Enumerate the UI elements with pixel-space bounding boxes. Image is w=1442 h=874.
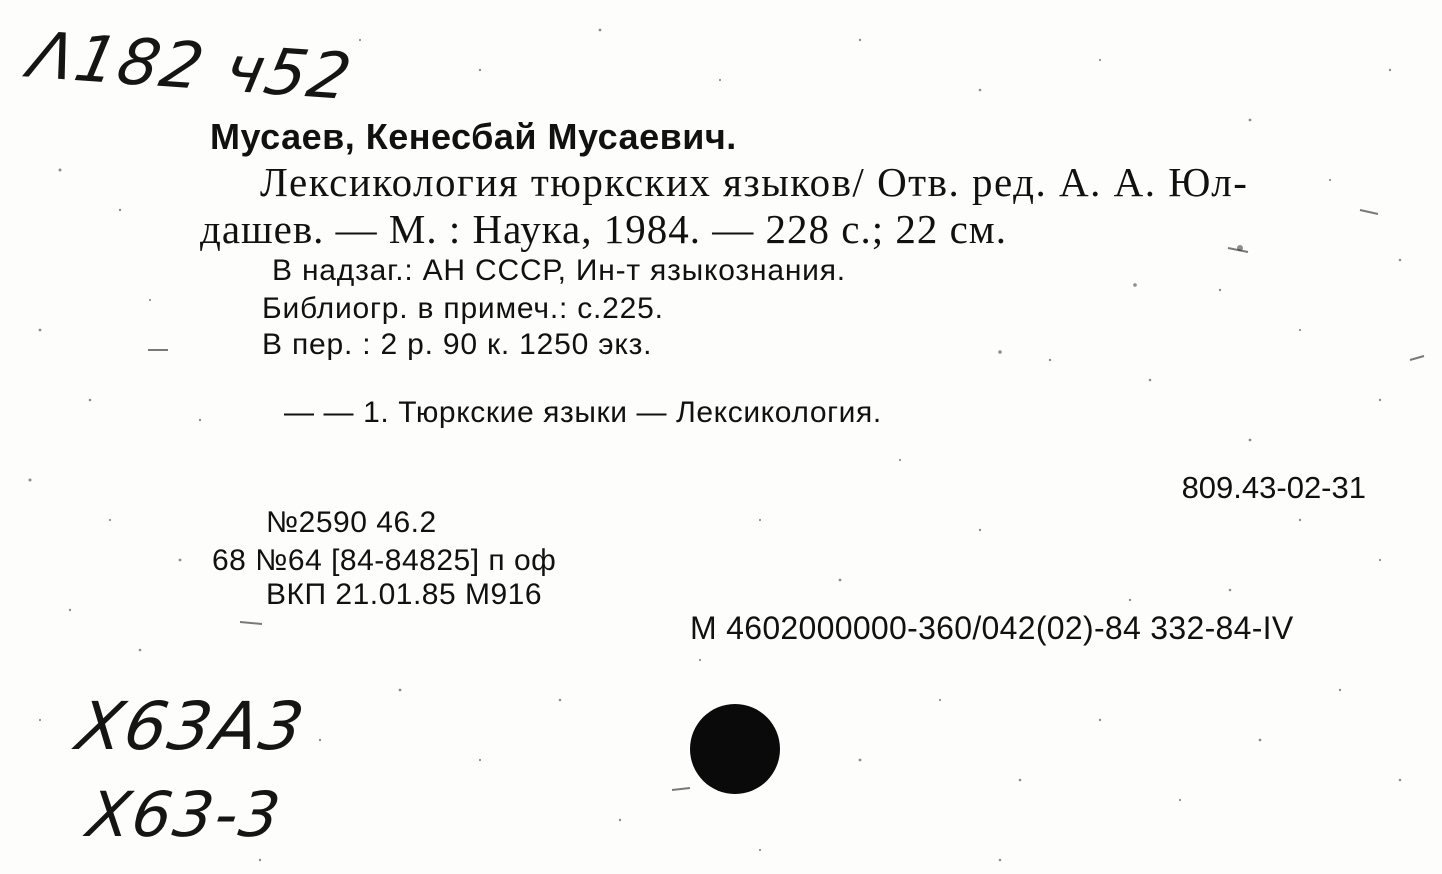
card-code-line-2: 68 №64 [84-84825] п оф <box>212 544 557 577</box>
subject-heading: — — 1. Тюркские языки — Лексикология. <box>284 396 882 429</box>
card-code-line-1: №2590 46.2 <box>266 506 437 539</box>
note-header: В надзаг.: АН СССР, Ин-т языкознания. <box>272 254 846 287</box>
publisher-code: М 4602000000-360/042(02)-84 332-84-IV <box>690 610 1294 646</box>
card-code-line-3: ВКП 21.01.85 М916 <box>266 578 543 611</box>
author-heading: Мусаев, Кенесбай Мусаевич. <box>210 116 737 157</box>
handwritten-shelfmark: Λ182 ч52 <box>22 19 359 115</box>
handwritten-classmark-2: Х63-3 <box>82 778 287 851</box>
note-bibliography: Библиогр. в примеч.: с.225. <box>262 292 664 325</box>
note-price: В пер. : 2 р. 90 к. 1250 экз. <box>262 328 653 361</box>
handwritten-classmark-1: Х63А3 <box>71 688 312 765</box>
title-statement-line-2: дашев. — М. : Наука, 1984. — 228 с.; 22 см. <box>200 206 1007 252</box>
card-punch-hole <box>690 704 780 794</box>
udc-index: 809.43-02-31 <box>1181 470 1366 505</box>
title-statement-line-1: Лексикология тюркских языков/ Отв. ред. А. А. Юл- <box>260 159 1249 205</box>
